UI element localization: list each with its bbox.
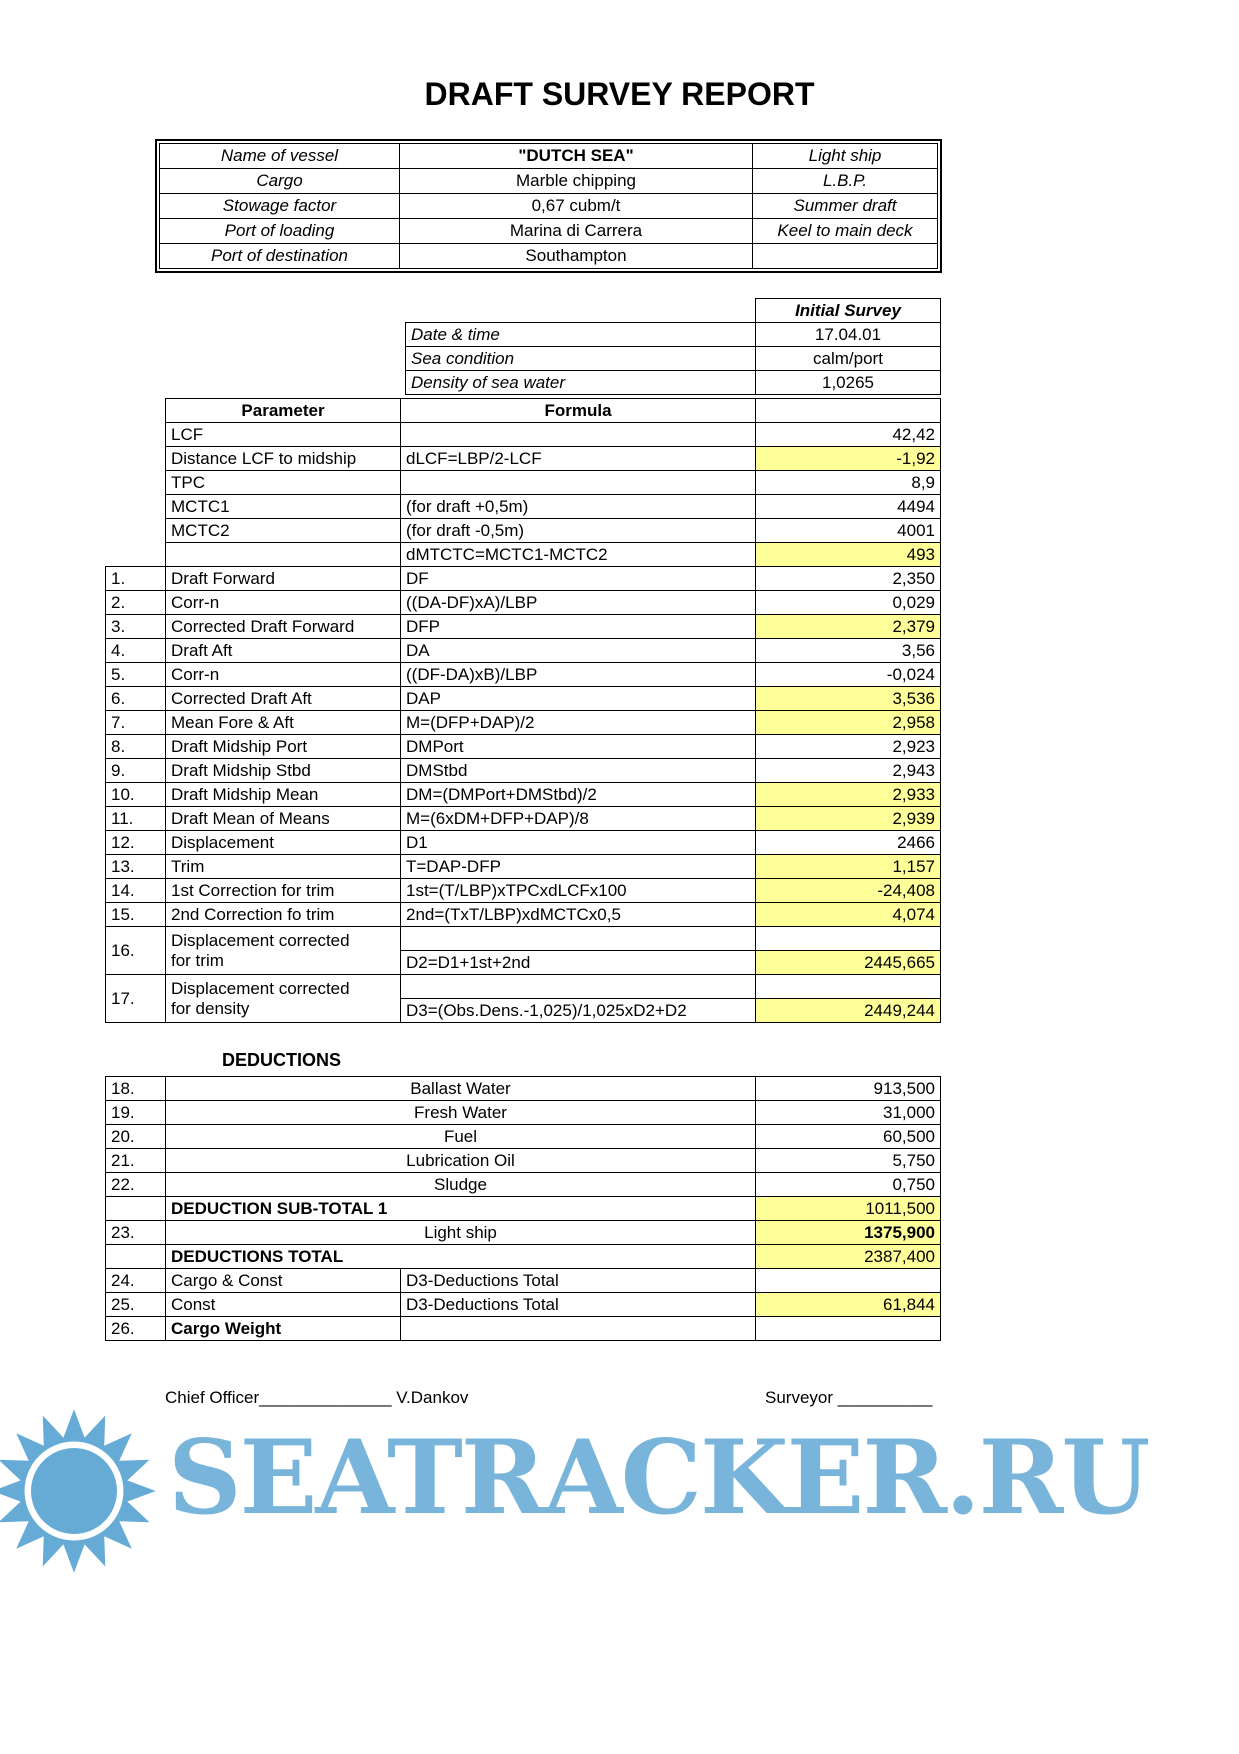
param-cell: 1st Correction for trim [166,879,401,903]
vessel-right-label: Summer draft [753,194,938,219]
formula-cell: D1 [401,831,756,855]
table-row [106,615,941,639]
deduction-subtotal-label: DEDUCTION SUB-TOTAL 1 [166,1197,756,1221]
param-cell: Trim [166,855,401,879]
deductions-total-label: DEDUCTIONS TOTAL [166,1245,756,1269]
value-cell: 5,750 [756,1149,941,1173]
spacer-cell [106,471,166,495]
row-number-cell: 15. [106,903,166,927]
deduction-item-cell: Sludge [166,1173,756,1197]
value-cell: 2,939 [756,807,941,831]
table-row [106,447,941,471]
empty-cell [756,399,941,423]
value-cell: 2449,244 [756,999,941,1023]
column-header-parameter: Parameter [166,399,401,423]
param-line: for trim [171,950,224,970]
param-cell [166,975,401,1023]
param-cell: Draft Midship Mean [166,783,401,807]
table-row [106,831,941,855]
param-cell: Draft Mean of Means [166,807,401,831]
deduction-item-cell: Ballast Water [166,1077,756,1101]
formula-cell: DMStbd [401,759,756,783]
value-cell: 31,000 [756,1101,941,1125]
table-row [106,783,941,807]
table-row [406,323,941,347]
value-cell: -0,024 [756,663,941,687]
row-number-cell: 1. [106,567,166,591]
value-cell: 2,958 [756,711,941,735]
table-row [406,371,941,395]
deductions-heading: DEDUCTIONS [222,1050,342,1070]
sun-icon [0,1395,160,1587]
survey-field-value: 1,0265 [756,371,941,395]
vessel-name-value: "DUTCH SEA" [400,144,753,169]
vessel-field-label: Stowage factor [160,194,400,219]
param-cell: Cargo & Const [166,1269,401,1293]
table-row [106,1077,941,1101]
value-cell: 0,750 [756,1173,941,1197]
param-cell: MCTC1 [166,495,401,519]
row-number-cell: 12. [106,831,166,855]
formula-cell [401,1317,756,1341]
value-cell: 1011,500 [756,1197,941,1221]
table-row [106,1101,941,1125]
param-cell [166,543,401,567]
row-number-cell: 8. [106,735,166,759]
table-row [106,567,941,591]
table-row [106,1269,941,1293]
value-cell: 4,074 [756,903,941,927]
vessel-field-label: Port of destination [160,244,400,269]
param-cell: Distance LCF to midship [166,447,401,471]
row-number-cell: 7. [106,711,166,735]
surveyor-signature: Surveyor __________ [765,1388,933,1407]
formula-cell: ((DF-DA)xB)/LBP [401,663,756,687]
formula-cell: T=DAP-DFP [401,855,756,879]
param-cell: Displacement [166,831,401,855]
deduction-item-cell: Lubrication Oil [166,1149,756,1173]
vessel-right-label: Light ship [753,144,938,169]
formula-cell: DAP [401,687,756,711]
formula-cell: dMTCTC=MCTC1-MCTC2 [401,543,756,567]
deduction-item-cell: Light ship [166,1221,756,1245]
table-row [106,1317,941,1341]
row-number-cell: 3. [106,615,166,639]
empty-cell [106,1245,166,1269]
value-cell: 913,500 [756,1077,941,1101]
formula-cell: ((DA-DF)xA)/LBP [401,591,756,615]
param-cell: Corr-n [166,663,401,687]
value-cell [756,1317,941,1341]
param-cell: TPC [166,471,401,495]
survey-field-value: calm/port [756,347,941,371]
table-row [106,687,941,711]
row-number-cell: 23. [106,1221,166,1245]
param-cell: Draft Midship Port [166,735,401,759]
vessel-right-label [753,244,938,269]
value-cell: 1,157 [756,855,941,879]
vessel-field-label: Cargo [160,169,400,194]
value-cell: 60,500 [756,1125,941,1149]
row-number-cell: 25. [106,1293,166,1317]
value-cell: 493 [756,543,941,567]
table-row [106,735,941,759]
table-row [160,244,938,269]
vessel-field-label: Name of vessel [160,144,400,169]
initial-survey-title: Initial Survey [756,299,941,323]
table-row [106,759,941,783]
formula-cell: D2=D1+1st+2nd [401,951,756,975]
table-row [106,495,941,519]
formula-cell: DMPort [401,735,756,759]
value-cell: 8,9 [756,471,941,495]
vessel-info-table [155,139,942,273]
value-cell: 2,943 [756,759,941,783]
table-row [106,1245,941,1269]
param-cell: 2nd Correction fo trim [166,903,401,927]
row-number-cell: 2. [106,591,166,615]
value-cell [756,1269,941,1293]
param-cell: Corrected Draft Aft [166,687,401,711]
table-row [106,1173,941,1197]
row-number-cell: 19. [106,1101,166,1125]
value-cell: -24,408 [756,879,941,903]
survey-field-label: Date & time [406,323,756,347]
formula-cell: DA [401,639,756,663]
value-cell: -1,92 [756,447,941,471]
row-number-cell: 4. [106,639,166,663]
formula-cell: DF [401,567,756,591]
table-row [106,855,941,879]
formula-cell: (for draft -0,5m) [401,519,756,543]
empty-cell [401,975,756,999]
row-number-cell: 20. [106,1125,166,1149]
row-number-cell: 18. [106,1077,166,1101]
row-number-cell: 9. [106,759,166,783]
deductions-table [105,1076,941,1341]
table-row [106,807,941,831]
row-number-cell: 24. [106,1269,166,1293]
vessel-field-value: 0,67 cubm/t [400,194,753,219]
param-cell: Const [166,1293,401,1317]
empty-cell [756,927,941,951]
param-cell: Draft Aft [166,639,401,663]
value-cell: 61,844 [756,1293,941,1317]
row-number-cell: 6. [106,687,166,711]
value-cell: 2445,665 [756,951,941,975]
table-row [106,927,941,951]
spacer-cell [106,399,166,423]
formula-cell: M=(6xDM+DFP+DAP)/8 [401,807,756,831]
param-cell: Draft Midship Stbd [166,759,401,783]
formula-cell: M=(DFP+DAP)/2 [401,711,756,735]
vessel-field-value: Marble chipping [400,169,753,194]
watermark-text: SEATRACKER.RU [168,1418,1149,1538]
table-row [106,1149,941,1173]
formula-cell: D3-Deductions Total [401,1269,756,1293]
table-row [160,169,938,194]
value-cell: 2387,400 [756,1245,941,1269]
deduction-item-cell: Fresh Water [166,1101,756,1125]
table-row [406,347,941,371]
param-cell: Corrected Draft Forward [166,615,401,639]
param-cell: Mean Fore & Aft [166,711,401,735]
table-row [106,543,941,567]
table-row [406,299,941,323]
value-cell: 4494 [756,495,941,519]
vessel-field-value: Southampton [400,244,753,269]
value-cell: 2,379 [756,615,941,639]
empty-cell [401,927,756,951]
empty-cell [756,975,941,999]
table-row [160,194,938,219]
row-number-cell: 11. [106,807,166,831]
table-row [106,711,941,735]
table-row [106,879,941,903]
table-row [106,903,941,927]
param-cell [166,927,401,975]
vessel-field-label: Port of loading [160,219,400,244]
value-cell: 2,350 [756,567,941,591]
parameters-table [105,398,941,1023]
formula-cell: 2nd=(TxT/LBP)xdMCTCx0,5 [401,903,756,927]
value-cell: 3,536 [756,687,941,711]
row-number-cell: 5. [106,663,166,687]
vessel-right-label: L.B.P. [753,169,938,194]
table-row [106,639,941,663]
vessel-field-value: Marina di Carrera [400,219,753,244]
initial-survey-table [405,298,941,395]
table-row [106,1197,941,1221]
spacer-cell [106,543,166,567]
formula-cell: D3-Deductions Total [401,1293,756,1317]
table-row [160,219,938,244]
spacer-cell [106,495,166,519]
formula-cell [401,471,756,495]
table-row [106,1221,941,1245]
formula-cell: DFP [401,615,756,639]
empty-cell [106,1197,166,1221]
value-cell: 42,42 [756,423,941,447]
table-row [106,591,941,615]
row-number-cell: 22. [106,1173,166,1197]
survey-field-value: 17.04.01 [756,323,941,347]
page-title: DRAFT SURVEY REPORT [424,76,815,112]
value-cell: 3,56 [756,639,941,663]
value-cell: 2466 [756,831,941,855]
spacer-cell [106,423,166,447]
value-cell: 1375,900 [756,1221,941,1245]
table-row [106,1293,941,1317]
row-number-cell: 16. [106,927,166,975]
spacer-cell [106,519,166,543]
table-row [106,663,941,687]
value-cell: 4001 [756,519,941,543]
formula-cell: 1st=(T/LBP)xTPCxdLCFx100 [401,879,756,903]
param-cell: Corr-n [166,591,401,615]
param-cell: LCF [166,423,401,447]
survey-field-label: Sea condition [406,347,756,371]
formula-cell: D3=(Obs.Dens.-1,025)/1,025xD2+D2 [401,999,756,1023]
row-number-cell: 13. [106,855,166,879]
row-number-cell: 10. [106,783,166,807]
formula-cell: DM=(DMPort+DMStbd)/2 [401,783,756,807]
chief-officer-signature: Chief Officer______________ V.Dankov [165,1388,469,1407]
param-line: Displacement corrected [171,978,350,998]
table-row [160,144,938,169]
value-cell: 2,923 [756,735,941,759]
table-row [106,519,941,543]
formula-cell: dLCF=LBP/2-LCF [401,447,756,471]
deduction-item-cell: Fuel [166,1125,756,1149]
spacer-cell [106,447,166,471]
formula-cell: (for draft +0,5m) [401,495,756,519]
row-number-cell: 21. [106,1149,166,1173]
formula-cell [401,423,756,447]
table-row [106,423,941,447]
survey-field-label: Density of sea water [406,371,756,395]
column-header-formula: Formula [401,399,756,423]
param-line: Displacement corrected [171,930,350,950]
value-cell: 2,933 [756,783,941,807]
table-row [106,1125,941,1149]
row-number-cell: 26. [106,1317,166,1341]
table-row [106,399,941,423]
vessel-right-label: Keel to main deck [753,219,938,244]
value-cell: 0,029 [756,591,941,615]
table-row [106,975,941,999]
param-cell: Draft Forward [166,567,401,591]
param-cell: Cargo Weight [166,1317,401,1341]
row-number-cell: 14. [106,879,166,903]
param-line: for density [171,998,250,1018]
row-number-cell: 17. [106,975,166,1023]
param-cell: MCTC2 [166,519,401,543]
table-row [106,471,941,495]
spacer-cell [406,299,756,323]
